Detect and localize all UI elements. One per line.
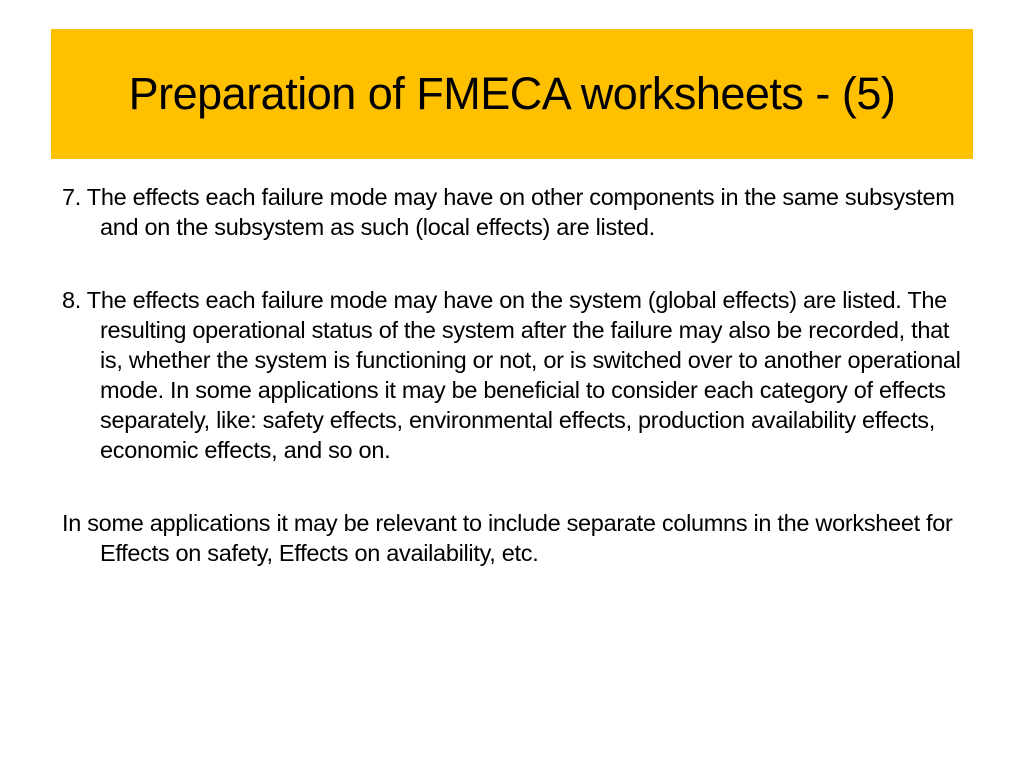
slide-title: Preparation of FMECA worksheets - (5) [128,68,896,119]
paragraph-global-effects: 8. The effects each failure mode may have on the system (global effects) are listed. The resulting operational status of the system after the failure may also be recorded, that is, whether the system is functioning or not, or is switched over to another operational mode. In some applications it may be beneficial to consider each category of effects separately, like: safety effects, environmental effects, production availability effects, economic effects, and so on. [62,287,961,463]
paragraph-separate-columns: In some applications it may be relevant to include separate columns in the worksheet for Effects on safety, Effects on availability, etc. [62,510,953,566]
title-bar [51,29,973,159]
slide-body [62,182,972,568]
paragraph-local-effects: 7. The effects each failure mode may have on other components in the same subsystem and on the subsystem as such (local effects) are listed. [62,184,955,240]
